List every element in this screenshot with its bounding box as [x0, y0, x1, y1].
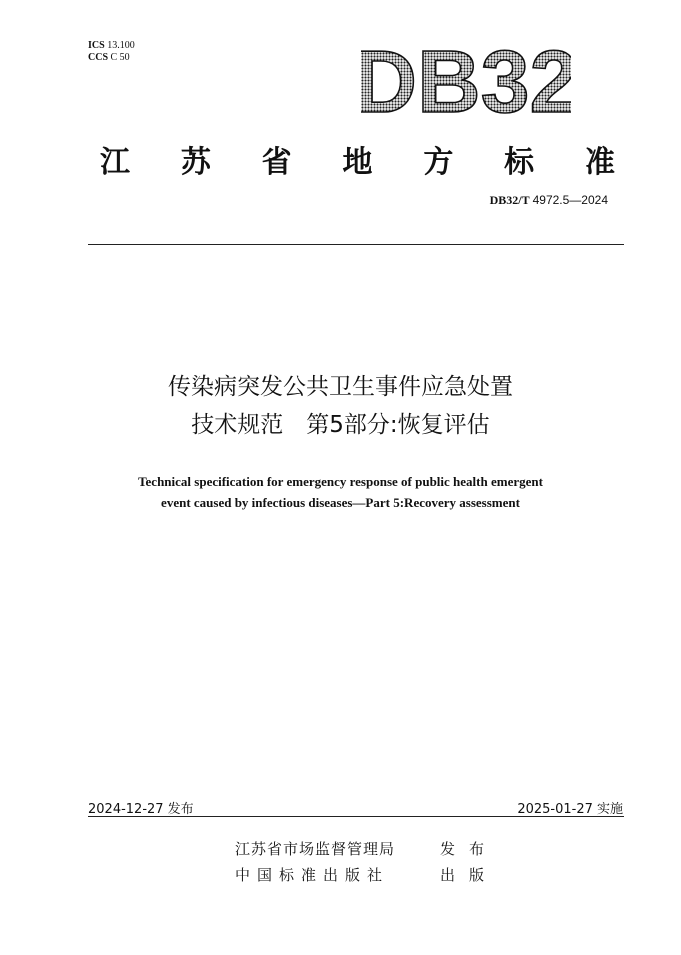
db32-logo — [361, 40, 571, 120]
db32-logo-graphic — [361, 40, 571, 120]
ccs-value: C 50 — [110, 52, 130, 63]
english-title-line-2: event caused by infectious diseases—Part 5:Recovery assessment — [161, 495, 520, 510]
chinese-title — [0, 368, 681, 444]
issuer-action: 发布 — [440, 840, 499, 858]
header-divider — [88, 244, 624, 245]
db32-logo-text: DB32 — [361, 40, 571, 120]
chinese-title-line-1: 传染病突发公共卫生事件应急处置 — [168, 374, 513, 400]
issuer-block — [235, 836, 500, 888]
ics-value: 13.100 — [107, 40, 135, 51]
province-heading-char: 江 — [100, 145, 130, 180]
classification-codes — [88, 40, 135, 64]
publisher-row — [235, 862, 500, 888]
province-heading-char: 苏 — [180, 145, 211, 180]
province-heading-char: 准 — [584, 145, 615, 180]
province-standard-heading — [100, 137, 615, 180]
ccs-row — [88, 52, 135, 64]
publisher-action: 出版 — [440, 866, 499, 884]
province-heading-char: 方 — [423, 145, 454, 180]
release-date: 2024-12-27 发布 — [88, 802, 194, 817]
issuer-row — [235, 836, 500, 862]
implementation-date: 2025-01-27 实施 — [517, 802, 623, 817]
province-heading-char: 标 — [504, 145, 535, 180]
chinese-title-line-2: 技术规范 第5部分:恢复评估 — [191, 412, 490, 438]
english-title — [0, 471, 681, 513]
footer-divider — [88, 816, 624, 817]
standard-code: 4972.5—2024 — [532, 193, 608, 207]
province-heading-char: 省 — [261, 145, 292, 180]
ics-row — [88, 40, 135, 52]
publisher-org: 中国标准出版社 — [235, 866, 390, 884]
english-title-line-1: Technical specification for emergency response of public health emergent — [138, 474, 543, 489]
issuer-org: 江苏省市场监督管理局 — [235, 840, 396, 858]
ccs-label: CCS — [88, 52, 109, 63]
standard-number — [490, 193, 608, 208]
province-heading-char: 地 — [342, 145, 373, 180]
standard-prefix: DB32/T — [489, 193, 530, 207]
ics-label: ICS — [88, 40, 105, 51]
